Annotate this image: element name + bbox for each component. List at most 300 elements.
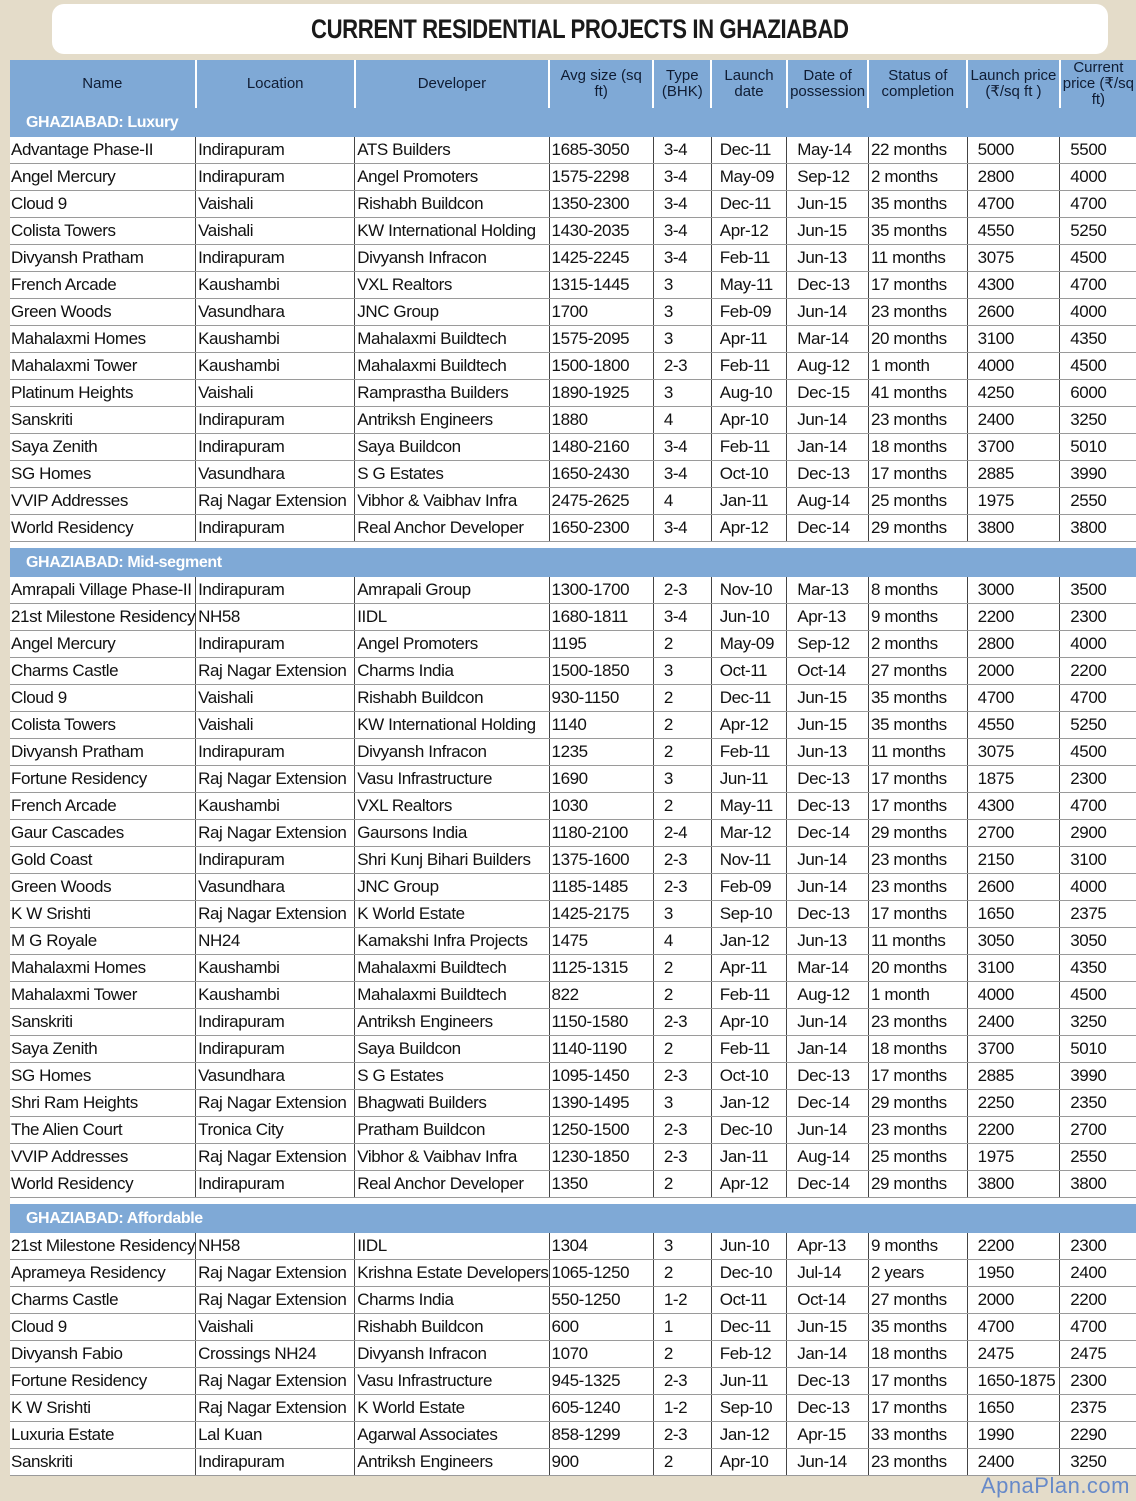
cell-name: Aprameya Residency [10,1260,196,1287]
table-row [10,1063,1136,1090]
cell-possession-date: Mar-13 [787,577,869,604]
cell-status: 27 months [868,1287,967,1314]
cell-current-price: 6000 [1060,380,1136,407]
cell-developer: Mahalaxmi Buildtech [355,353,549,380]
cell-status: 18 months [868,434,967,461]
cell-type: 2-3 [653,1117,711,1144]
cell-developer: S G Estates [355,461,549,488]
cell-developer: Mahalaxmi Buildtech [355,955,549,982]
column-header-type: Type (BHK) [653,60,711,108]
cell-current-price: 2200 [1060,658,1136,685]
cell-developer: Saya Buildcon [355,434,549,461]
cell-possession-date: Dec-13 [787,901,869,928]
cell-possession-date: Mar-14 [787,326,869,353]
cell-launch-price: 2400 [967,407,1060,434]
cell-launch-price: 3000 [967,577,1060,604]
cell-launch-date: Feb-11 [711,434,787,461]
cell-name: Sanskriti [10,407,196,434]
cell-launch-price: 3100 [967,326,1060,353]
cell-developer: KW International Holding [355,712,549,739]
cell-avg-size: 1065-1250 [549,1260,653,1287]
cell-current-price: 3250 [1060,1449,1136,1476]
cell-avg-size: 1690 [549,766,653,793]
cell-launch-price: 2250 [967,1090,1060,1117]
table-row [10,793,1136,820]
cell-launch-date: Feb-11 [711,1036,787,1063]
cell-location: Raj Nagar Extension [196,1368,355,1395]
cell-current-price: 4500 [1060,739,1136,766]
cell-current-price: 5010 [1060,434,1136,461]
cell-launch-date: Jan-12 [711,928,787,955]
cell-status: 23 months [868,1009,967,1036]
cell-launch-price: 4000 [967,353,1060,380]
cell-launch-date: Apr-12 [711,218,787,245]
cell-type: 2 [653,1341,711,1368]
cell-status: 35 months [868,685,967,712]
cell-launch-date: Dec-11 [711,137,787,164]
table-row [10,847,1136,874]
cell-type: 2 [653,1449,711,1476]
cell-type: 3 [653,901,711,928]
cell-type: 3-4 [653,434,711,461]
table-row [10,577,1136,604]
cell-launch-price: 4550 [967,218,1060,245]
table-row [10,407,1136,434]
cell-launch-date: Jan-11 [711,488,787,515]
watermark: ApnaPlan.com [980,1473,1130,1498]
cell-launch-price: 1650 [967,901,1060,928]
cell-possession-date: Apr-15 [787,1422,869,1449]
cell-avg-size: 1500-1850 [549,658,653,685]
table-row [10,685,1136,712]
cell-current-price: 2300 [1060,1233,1136,1260]
cell-avg-size: 1250-1500 [549,1117,653,1144]
section-header [10,108,1136,137]
cell-avg-size: 1685-3050 [549,137,653,164]
cell-launch-price: 1975 [967,1144,1060,1171]
table-row [10,1090,1136,1117]
cell-name: Cloud 9 [10,191,196,218]
cell-avg-size: 930-1150 [549,685,653,712]
cell-developer: Divyansh Infracon [355,739,549,766]
cell-launch-price: 4300 [967,272,1060,299]
table-row [10,137,1136,164]
cell-avg-size: 1230-1850 [549,1144,653,1171]
cell-type: 2-3 [653,577,711,604]
cell-avg-size: 1575-2298 [549,164,653,191]
cell-launch-date: Apr-10 [711,1449,787,1476]
table-row [10,1287,1136,1314]
cell-launch-price: 2800 [967,164,1060,191]
column-header-possession-date: Date of possession [787,60,869,108]
cell-launch-date: Dec-10 [711,1117,787,1144]
section-header [10,548,1136,577]
cell-location: Crossings NH24 [196,1341,355,1368]
cell-developer: Kamakshi Infra Projects [355,928,549,955]
cell-avg-size: 1375-1600 [549,847,653,874]
table-row [10,488,1136,515]
cell-current-price: 2900 [1060,820,1136,847]
table-row [10,353,1136,380]
cell-launch-price: 1975 [967,488,1060,515]
cell-launch-date: Apr-12 [711,515,787,542]
cell-possession-date: Jun-15 [787,191,869,218]
cell-launch-date: Sep-10 [711,1395,787,1422]
cell-status: 23 months [868,847,967,874]
cell-location: Vaishali [196,685,355,712]
cell-name: Fortune Residency [10,1368,196,1395]
cell-possession-date: May-14 [787,137,869,164]
cell-developer: Antriksh Engineers [355,407,549,434]
cell-developer: Charms India [355,658,549,685]
cell-possession-date: Dec-13 [787,1395,869,1422]
cell-current-price: 4500 [1060,353,1136,380]
cell-avg-size: 1300-1700 [549,577,653,604]
cell-name: Angel Mercury [10,631,196,658]
table-row [10,1233,1136,1260]
cell-type: 3-4 [653,515,711,542]
cell-possession-date: Dec-14 [787,515,869,542]
cell-type: 2-4 [653,820,711,847]
cell-launch-date: Sep-10 [711,901,787,928]
cell-location: Indirapuram [196,515,355,542]
table-row [10,955,1136,982]
cell-name: French Arcade [10,272,196,299]
cell-name: Angel Mercury [10,164,196,191]
cell-name: Mahalaxmi Tower [10,982,196,1009]
cell-developer: Shri Kunj Bihari Builders [355,847,549,874]
cell-status: 35 months [868,218,967,245]
cell-launch-date: May-11 [711,272,787,299]
cell-developer: JNC Group [355,874,549,901]
cell-status: 11 months [868,928,967,955]
cell-avg-size: 822 [549,982,653,1009]
cell-launch-price: 3700 [967,1036,1060,1063]
cell-avg-size: 1095-1450 [549,1063,653,1090]
cell-launch-date: Feb-09 [711,299,787,326]
cell-name: Gaur Cascades [10,820,196,847]
cell-current-price: 4700 [1060,793,1136,820]
cell-location: Indirapuram [196,847,355,874]
cell-possession-date: Jun-13 [787,739,869,766]
cell-launch-date: Dec-11 [711,685,787,712]
cell-developer: S G Estates [355,1063,549,1090]
cell-launch-date: Feb-11 [711,739,787,766]
cell-type: 3-4 [653,164,711,191]
cell-current-price: 2400 [1060,1260,1136,1287]
cell-current-price: 2475 [1060,1341,1136,1368]
cell-type: 3 [653,1090,711,1117]
cell-launch-date: Feb-12 [711,1341,787,1368]
cell-status: 35 months [868,1314,967,1341]
cell-location: Indirapuram [196,577,355,604]
cell-name: K W Srishti [10,901,196,928]
cell-developer: JNC Group [355,299,549,326]
cell-possession-date: Jun-14 [787,874,869,901]
cell-developer: IIDL [355,1233,549,1260]
cell-launch-price: 3075 [967,739,1060,766]
table-row [10,820,1136,847]
cell-status: 23 months [868,874,967,901]
cell-possession-date: Jun-14 [787,847,869,874]
cell-launch-date: Nov-10 [711,577,787,604]
cell-possession-date: Dec-13 [787,766,869,793]
cell-location: Vaishali [196,218,355,245]
table-row [10,1449,1136,1476]
cell-developer: Vasu Infrastructure [355,766,549,793]
cell-possession-date: Dec-13 [787,272,869,299]
cell-possession-date: Jun-15 [787,712,869,739]
cell-current-price: 3800 [1060,515,1136,542]
table-body [10,108,1136,1476]
cell-launch-date: Feb-11 [711,982,787,1009]
column-header-current-price: Current price (₹/sq ft) [1060,60,1136,108]
cell-developer: IIDL [355,604,549,631]
cell-name: Mahalaxmi Tower [10,353,196,380]
cell-current-price: 2300 [1060,1368,1136,1395]
cell-name: Amrapali Village Phase-II [10,577,196,604]
cell-type: 3-4 [653,218,711,245]
cell-name: Mahalaxmi Homes [10,326,196,353]
cell-type: 3 [653,766,711,793]
cell-location: Indirapuram [196,1036,355,1063]
cell-name: World Residency [10,1171,196,1198]
cell-developer: Angel Promoters [355,164,549,191]
table-row [10,1260,1136,1287]
cell-launch-date: Jun-11 [711,766,787,793]
cell-location: Raj Nagar Extension [196,1260,355,1287]
cell-name: Divyansh Pratham [10,739,196,766]
table-row [10,874,1136,901]
cell-location: Vasundhara [196,299,355,326]
cell-location: Indirapuram [196,434,355,461]
cell-location: Indirapuram [196,407,355,434]
cell-current-price: 3800 [1060,1171,1136,1198]
cell-launch-price: 2200 [967,1117,1060,1144]
cell-developer: Mahalaxmi Buildtech [355,982,549,1009]
cell-location: Indirapuram [196,164,355,191]
cell-location: Lal Kuan [196,1422,355,1449]
cell-location: Raj Nagar Extension [196,1287,355,1314]
cell-type: 4 [653,928,711,955]
table-row [10,604,1136,631]
cell-launch-date: Jun-10 [711,1233,787,1260]
cell-type: 3 [653,299,711,326]
cell-developer: Pratham Buildcon [355,1117,549,1144]
table-row [10,1422,1136,1449]
cell-location: Vasundhara [196,874,355,901]
cell-avg-size: 1195 [549,631,653,658]
cell-name: Platinum Heights [10,380,196,407]
cell-name: Cloud 9 [10,1314,196,1341]
cell-name: Luxuria Estate [10,1422,196,1449]
cell-launch-date: Apr-11 [711,955,787,982]
cell-launch-price: 2475 [967,1341,1060,1368]
cell-launch-date: Feb-11 [711,353,787,380]
cell-name: Colista Towers [10,712,196,739]
cell-type: 2-3 [653,353,711,380]
cell-current-price: 4700 [1060,272,1136,299]
cell-launch-date: Mar-12 [711,820,787,847]
cell-possession-date: Jun-13 [787,245,869,272]
cell-status: 17 months [868,901,967,928]
cell-current-price: 4000 [1060,299,1136,326]
cell-current-price: 2550 [1060,1144,1136,1171]
cell-developer: Charms India [355,1287,549,1314]
cell-launch-price: 1950 [967,1260,1060,1287]
cell-launch-date: Apr-12 [711,712,787,739]
cell-name: Saya Zenith [10,1036,196,1063]
cell-launch-price: 4300 [967,793,1060,820]
cell-location: Raj Nagar Extension [196,1144,355,1171]
table-row [10,326,1136,353]
cell-current-price: 2200 [1060,1287,1136,1314]
cell-location: Raj Nagar Extension [196,1395,355,1422]
cell-launch-price: 3700 [967,434,1060,461]
cell-location: NH24 [196,928,355,955]
cell-type: 4 [653,407,711,434]
table-row [10,245,1136,272]
projects-table [10,60,1136,1476]
cell-avg-size: 1475 [549,928,653,955]
cell-launch-date: Apr-11 [711,326,787,353]
cell-developer: Krishna Estate Developers [355,1260,549,1287]
cell-location: Indirapuram [196,1009,355,1036]
cell-launch-date: Feb-11 [711,245,787,272]
cell-launch-date: May-11 [711,793,787,820]
cell-type: 2-3 [653,1063,711,1090]
cell-possession-date: Aug-12 [787,353,869,380]
cell-status: 17 months [868,1368,967,1395]
cell-developer: Rishabh Buildcon [355,1314,549,1341]
table-row [10,658,1136,685]
cell-avg-size: 1150-1580 [549,1009,653,1036]
cell-location: Vasundhara [196,461,355,488]
cell-possession-date: Jun-15 [787,218,869,245]
cell-location: Kaushambi [196,793,355,820]
cell-name: Sanskriti [10,1449,196,1476]
cell-developer: VXL Realtors [355,793,549,820]
column-header-developer: Developer [355,60,549,108]
cell-location: Kaushambi [196,272,355,299]
cell-launch-date: Jan-12 [711,1422,787,1449]
cell-developer: Gaursons India [355,820,549,847]
cell-current-price: 4700 [1060,191,1136,218]
cell-type: 2 [653,631,711,658]
cell-launch-date: Apr-10 [711,407,787,434]
cell-launch-date: Oct-10 [711,1063,787,1090]
cell-location: Kaushambi [196,982,355,1009]
cell-type: 3 [653,326,711,353]
cell-avg-size: 1350 [549,1171,653,1198]
cell-status: 27 months [868,658,967,685]
cell-current-price: 4000 [1060,874,1136,901]
cell-type: 3-4 [653,604,711,631]
cell-name: Advantage Phase-II [10,137,196,164]
section-header [10,1204,1136,1233]
column-header-launch-date: Launch date [711,60,787,108]
cell-current-price: 3250 [1060,407,1136,434]
cell-location: Raj Nagar Extension [196,901,355,928]
cell-avg-size: 1030 [549,793,653,820]
cell-launch-price: 4700 [967,191,1060,218]
cell-type: 2 [653,712,711,739]
cell-avg-size: 1880 [549,407,653,434]
cell-type: 2-3 [653,1368,711,1395]
cell-possession-date: Jun-14 [787,1117,869,1144]
table-row [10,1314,1136,1341]
cell-status: 35 months [868,191,967,218]
cell-status: 17 months [868,272,967,299]
cell-avg-size: 1070 [549,1341,653,1368]
cell-launch-date: Jan-11 [711,1144,787,1171]
section-label: GHAZIABAD: Mid-segment [10,548,1136,577]
cell-launch-date: Nov-11 [711,847,787,874]
cell-location: Indirapuram [196,739,355,766]
table-row [10,1144,1136,1171]
cell-type: 4 [653,488,711,515]
cell-status: 2 years [868,1260,967,1287]
cell-developer: ATS Builders [355,137,549,164]
table-row [10,1341,1136,1368]
cell-possession-date: Dec-13 [787,1063,869,1090]
cell-developer: VXL Realtors [355,272,549,299]
cell-status: 17 months [868,1395,967,1422]
cell-launch-date: Oct-11 [711,1287,787,1314]
cell-current-price: 2700 [1060,1117,1136,1144]
cell-name: Saya Zenith [10,434,196,461]
cell-name: K W Srishti [10,1395,196,1422]
table-row [10,712,1136,739]
cell-avg-size: 858-1299 [549,1422,653,1449]
cell-type: 3-4 [653,461,711,488]
cell-type: 1-2 [653,1395,711,1422]
cell-type: 3-4 [653,245,711,272]
cell-launch-price: 3800 [967,515,1060,542]
cell-possession-date: Jan-14 [787,434,869,461]
cell-possession-date: Mar-14 [787,955,869,982]
cell-possession-date: Aug-12 [787,982,869,1009]
cell-location: Indirapuram [196,1449,355,1476]
cell-current-price: 4000 [1060,164,1136,191]
cell-status: 23 months [868,1117,967,1144]
cell-type: 2-3 [653,1144,711,1171]
cell-name: French Arcade [10,793,196,820]
cell-name: Cloud 9 [10,685,196,712]
cell-current-price: 2375 [1060,901,1136,928]
cell-current-price: 3500 [1060,577,1136,604]
cell-developer: Mahalaxmi Buildtech [355,326,549,353]
cell-launch-price: 2800 [967,631,1060,658]
cell-type: 2 [653,793,711,820]
cell-current-price: 3100 [1060,847,1136,874]
cell-status: 29 months [868,820,967,847]
cell-launch-price: 2400 [967,1009,1060,1036]
cell-status: 29 months [868,515,967,542]
cell-avg-size: 1125-1315 [549,955,653,982]
cell-possession-date: Aug-14 [787,488,869,515]
cell-avg-size: 1425-2175 [549,901,653,928]
cell-name: Charms Castle [10,1287,196,1314]
cell-possession-date: Sep-12 [787,164,869,191]
cell-launch-price: 2400 [967,1449,1060,1476]
cell-name: 21st Milestone Residency [10,604,196,631]
cell-launch-price: 1990 [967,1422,1060,1449]
cell-current-price: 4700 [1060,1314,1136,1341]
cell-possession-date: Sep-12 [787,631,869,658]
cell-name: Fortune Residency [10,766,196,793]
cell-developer: Antriksh Engineers [355,1449,549,1476]
